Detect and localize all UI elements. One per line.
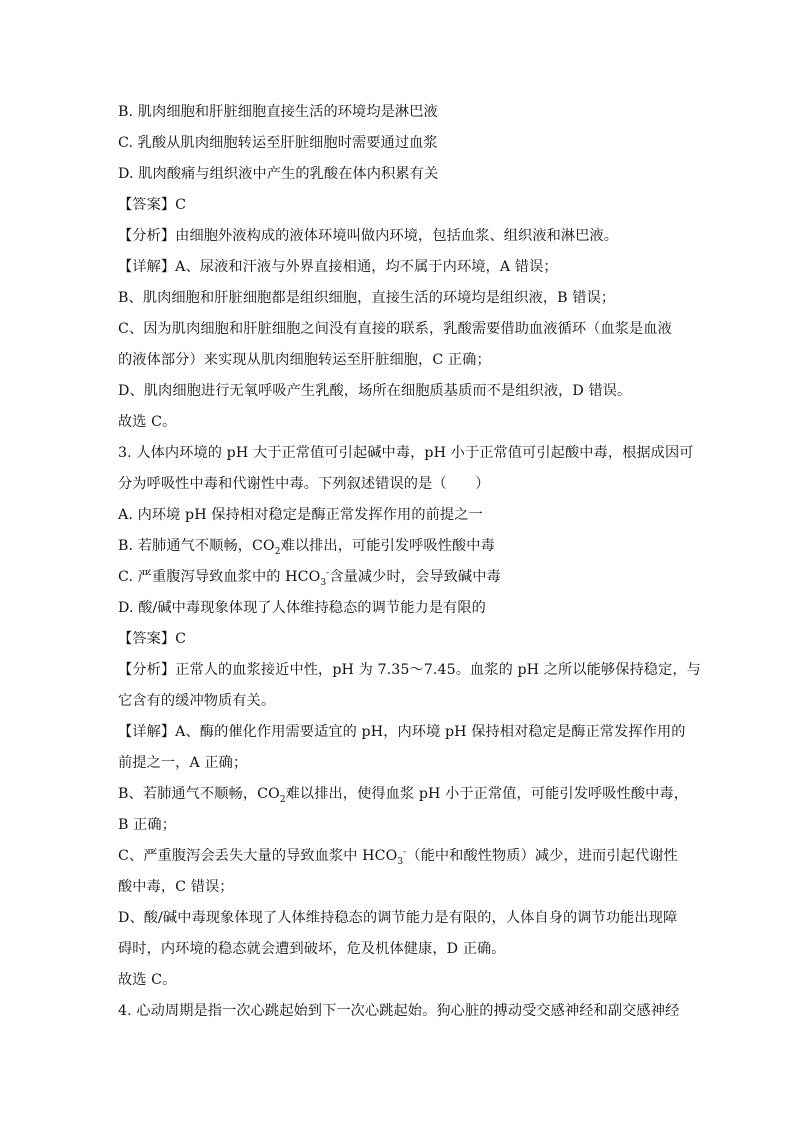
option-a-text: A. 内环境 pH 保持相对稳定是酶正常发挥作用的前提之一 — [118, 507, 483, 523]
explanation-line: 酸中毒，C 错误； — [118, 879, 234, 895]
question-3-text: 分为呼吸性中毒和代谢性中毒。下列叙述错误的是（ ） — [118, 476, 490, 492]
question-4-text: 4. 心动周期是指一次心跳起始到下一次心跳起始。狗心脏的搏动受交感神经和副交感神经 — [118, 1003, 680, 1019]
explanation-line: 【详解】A、酶的催化作用需要适宜的 pH，内环境 pH 保持相对稳定是酶正常发挥作用的 — [118, 724, 686, 740]
analysis-line: 【分析】正常人的血浆接近中性，pH 为 7.35～7.45。血浆的 pH 之所以能够保持稳定，与 — [118, 662, 701, 678]
option-b-text: B. 肌肉细胞和肝脏细胞直接生活的环境均是淋巴液 — [118, 104, 438, 120]
analysis-line: 【分析】由细胞外液构成的液体环境叫做内环境，包括血浆、组织液和淋巴液。 — [118, 228, 619, 244]
option-d-text: D. 酸/碱中毒现象体现了人体维持稳态的调节能力是有限的 — [118, 600, 486, 616]
explanation-line: B、肌肉细胞和肝脏细胞都是组织细胞，直接生活的环境均是组织液，B 错误； — [118, 290, 616, 306]
option-d-text: D. 肌肉酸痛与组织液中产生的乳酸在体内积累有关 — [118, 166, 439, 182]
explanation-line: 碍时，内环境的稳态就会遭到破坏，危及机体健康，D 正确。 — [118, 941, 506, 957]
explanation-line: B 正确； — [118, 817, 176, 833]
explanation-line: 的液体部分）来实现从肌肉细胞转运至肝脏细胞，C 正确； — [118, 352, 491, 368]
question-3-text: 3. 人体内环境的 pH 大于正常值可引起碱中毒，pH 小于正常值可引起酸中毒，根据成因可 — [118, 445, 694, 461]
answer-line: 【答案】C — [118, 631, 187, 647]
conclusion-line: 故选 C。 — [118, 972, 177, 988]
explanation-line: C、因为肌肉细胞和肝脏细胞之间没有直接的联系，乳酸需要借助血液循环（血浆是血液 — [118, 321, 672, 337]
option-c-text: C. 严重腹泻导致血浆中的 $HCO_3^-$含量减少时，会导致碱中毒 — [118, 568, 501, 588]
explanation-line: D、酸/碱中毒现象体现了人体维持稳态的调节能力是有限的，人体自身的调节功能出现障 — [118, 910, 678, 926]
explanation-line: 前提之一，A 正确； — [118, 755, 248, 771]
explanation-line: 【详解】A、尿液和汗液与外界直接相通，均不属于内环境，A 错误； — [118, 259, 558, 275]
explanation-line: C、严重腹泻会丢失大量的导致血浆中 $HCO_3^-$（能中和酸性物质）减少，进而引起代谢性 — [118, 847, 678, 867]
answer-line: 【答案】C — [118, 197, 187, 213]
option-c-text: C. 乳酸从肌肉细胞转运至肝脏细胞时需要通过血浆 — [118, 135, 438, 151]
explanation-line: B、若肺通气不顺畅，$CO_2$难以排出，使得血浆 pH 小于正常值，可能引发呼吸性酸中毒， — [118, 786, 688, 805]
explanation-line: D、肌肉细胞进行无氧呼吸产生乳酸，场所在细胞质基质而不是组织液，D 错误。 — [118, 383, 632, 399]
analysis-line: 它含有的缓冲物质有关。 — [118, 693, 276, 709]
option-b-text: B. 若肺通气不顺畅，$CO_2$难以排出，可能引发呼吸性酸中毒 — [118, 538, 495, 557]
conclusion-line: 故选 C。 — [118, 414, 177, 430]
